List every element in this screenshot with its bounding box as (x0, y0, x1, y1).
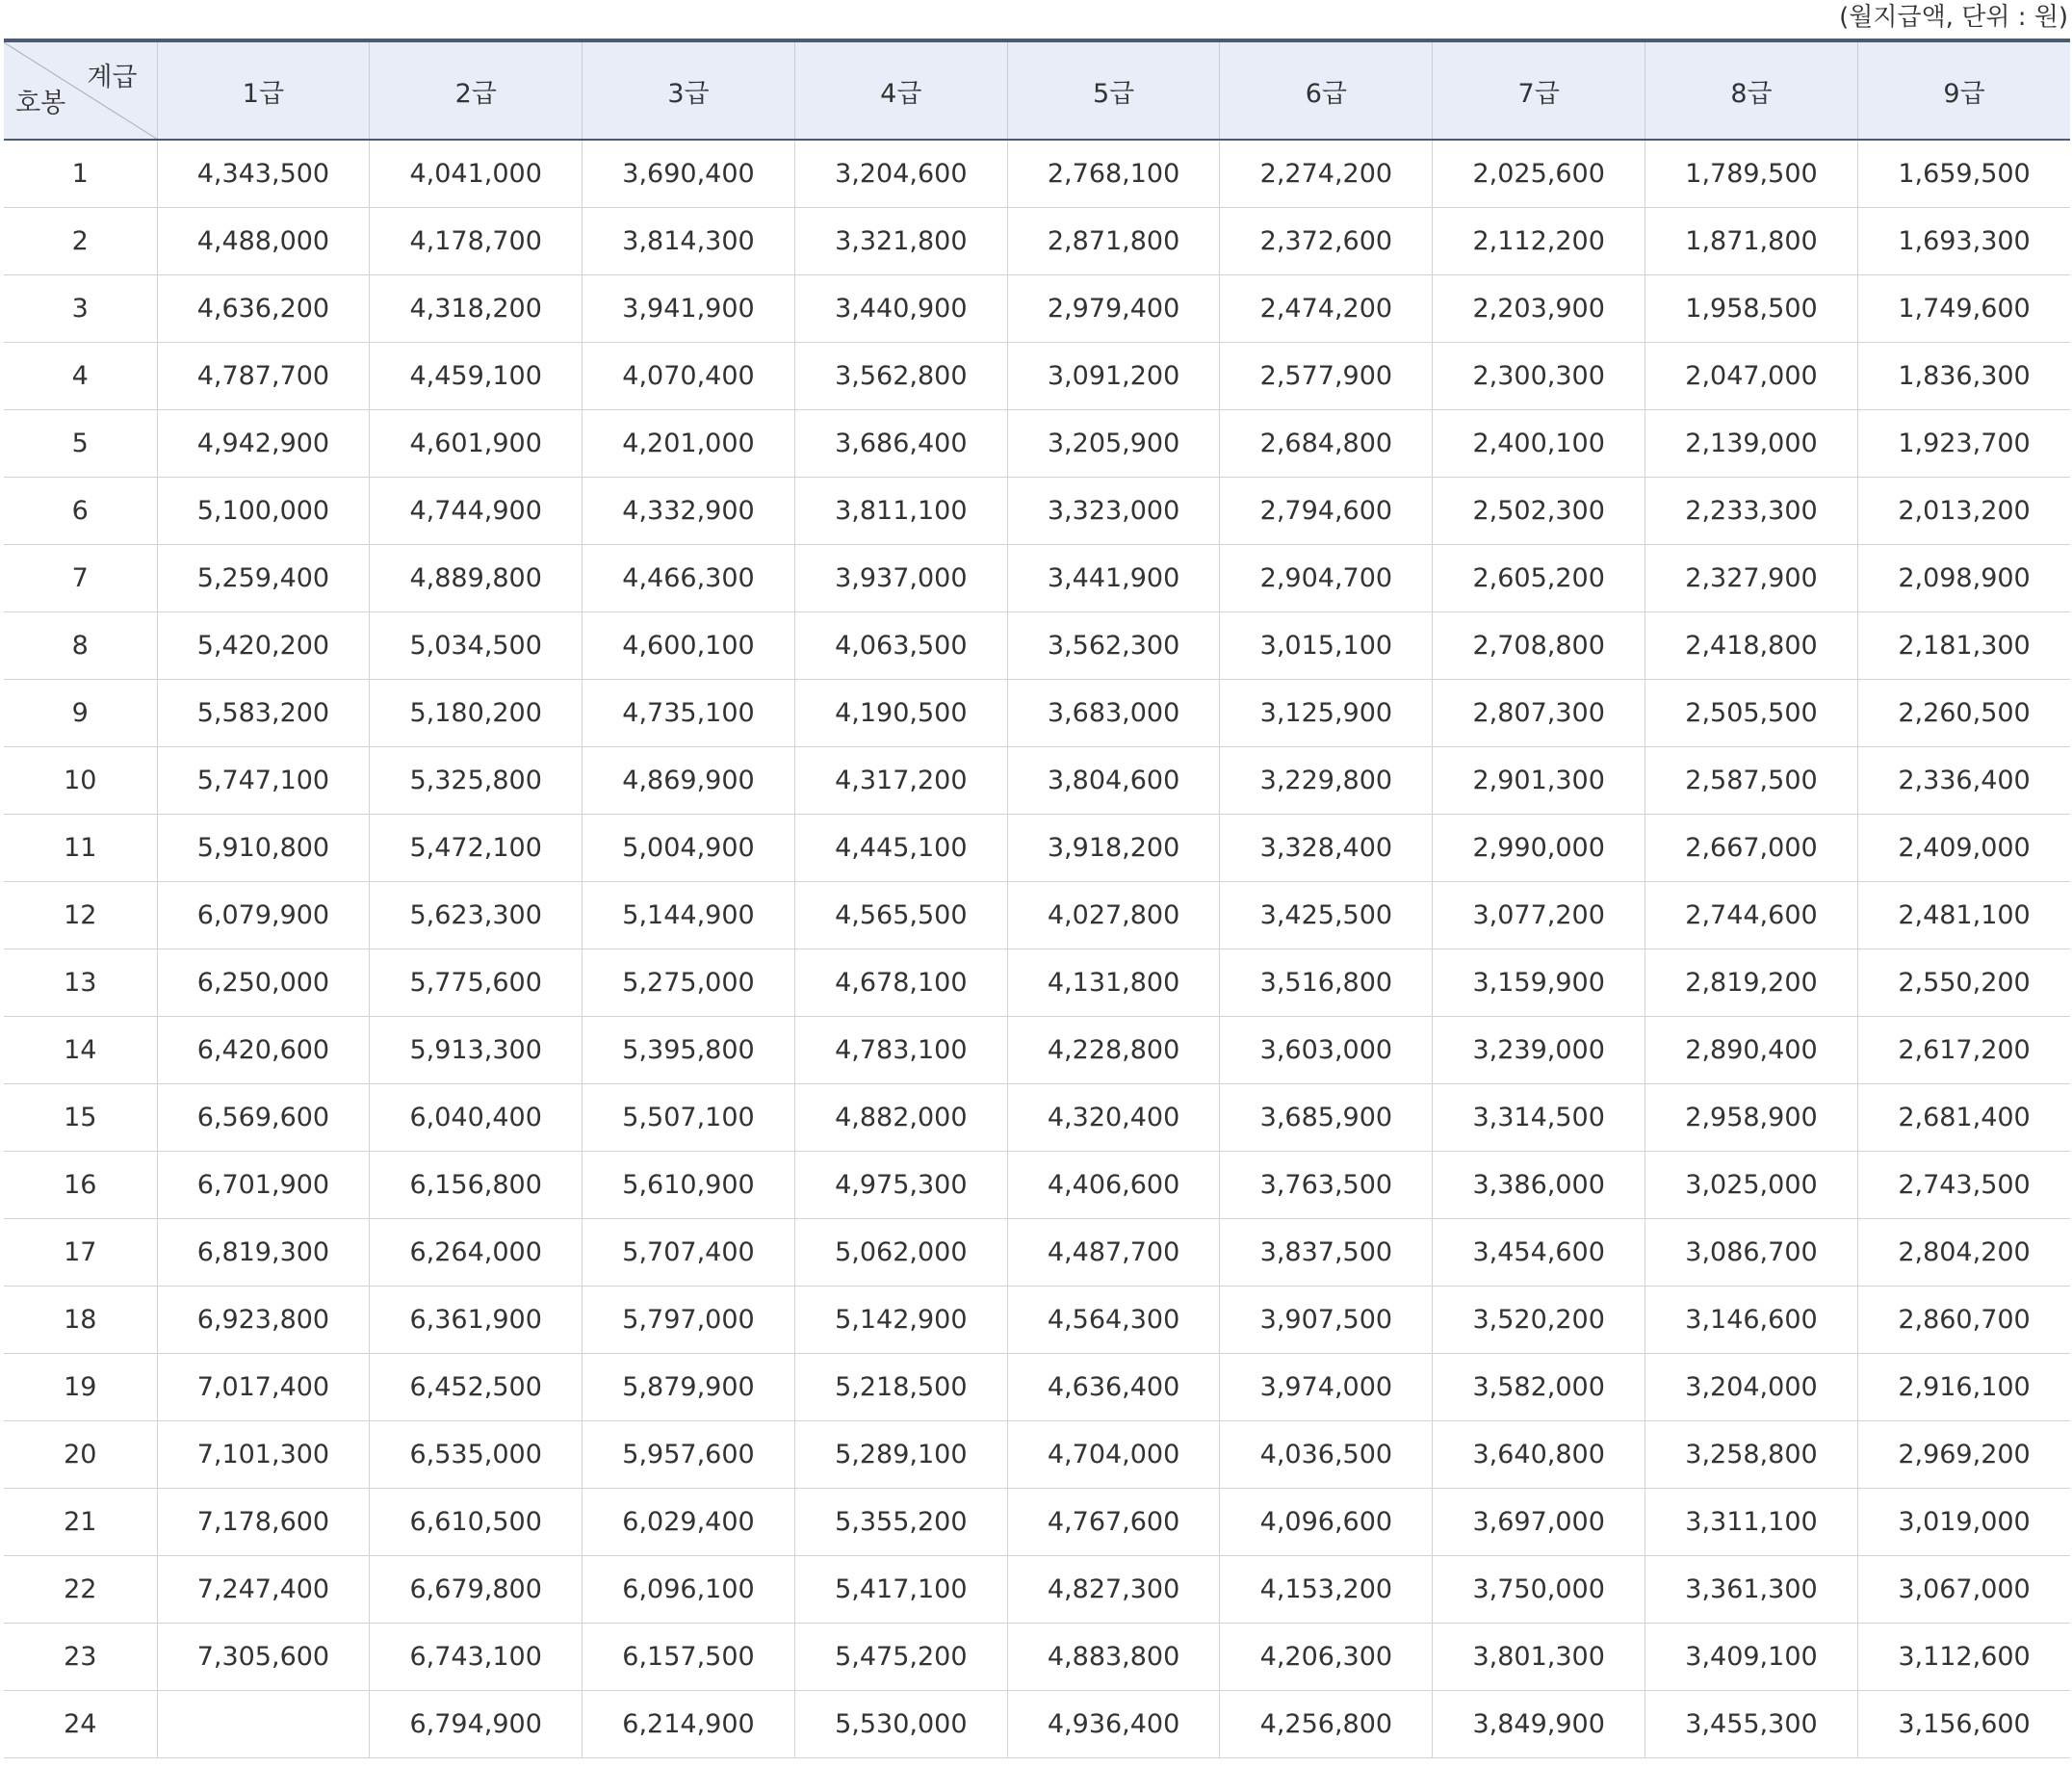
salary-cell: 6,096,100 (583, 1556, 795, 1624)
corner-grade-label: 계급 (87, 63, 138, 92)
salary-cell: 3,229,800 (1220, 747, 1433, 815)
salary-cell: 2,233,300 (1645, 478, 1858, 545)
salary-cell: 5,957,600 (583, 1421, 795, 1489)
salary-cell: 5,289,100 (794, 1421, 1007, 1489)
salary-cell: 2,505,500 (1645, 680, 1858, 747)
grade-header: 1급 (157, 40, 370, 140)
salary-cell: 5,275,000 (583, 949, 795, 1017)
salary-cell: 5,530,000 (794, 1691, 1007, 1758)
salary-cell: 4,565,500 (794, 882, 1007, 949)
salary-cell: 2,327,900 (1645, 545, 1858, 612)
salary-cell: 6,040,400 (370, 1084, 583, 1152)
salary-cell: 4,636,400 (1007, 1354, 1220, 1421)
salary-cell: 3,562,800 (794, 343, 1007, 410)
salary-cell: 4,827,300 (1007, 1556, 1220, 1624)
salary-cell: 2,400,100 (1433, 410, 1645, 478)
salary-cell: 5,355,200 (794, 1489, 1007, 1556)
step-cell: 16 (4, 1152, 157, 1219)
salary-cell: 3,077,200 (1433, 882, 1645, 949)
salary-cell: 5,325,800 (370, 747, 583, 815)
salary-cell: 5,707,400 (583, 1219, 795, 1287)
salary-cell: 4,636,200 (157, 275, 370, 343)
salary-cell: 5,218,500 (794, 1354, 1007, 1421)
salary-cell: 5,747,100 (157, 747, 370, 815)
table-row (4, 949, 2070, 1017)
salary-cell: 4,153,200 (1220, 1556, 1433, 1624)
salary-cell: 6,743,100 (370, 1624, 583, 1691)
salary-cell: 2,112,200 (1433, 208, 1645, 275)
salary-cell: 4,744,900 (370, 478, 583, 545)
salary-cell: 1,749,600 (1857, 275, 2070, 343)
table-row (4, 1287, 2070, 1354)
salary-cell: 7,247,400 (157, 1556, 370, 1624)
salary-cell: 3,067,000 (1857, 1556, 2070, 1624)
salary-cell: 6,214,900 (583, 1691, 795, 1758)
salary-cell: 2,274,200 (1220, 140, 1433, 208)
table-row (4, 1219, 2070, 1287)
salary-cell: 2,139,000 (1645, 410, 1858, 478)
salary-cell: 2,587,500 (1645, 747, 1858, 815)
salary-cell: 3,603,000 (1220, 1017, 1433, 1084)
salary-cell: 5,913,300 (370, 1017, 583, 1084)
salary-cell: 7,101,300 (157, 1421, 370, 1489)
salary-cell: 2,958,900 (1645, 1084, 1858, 1152)
salary-cell: 6,535,000 (370, 1421, 583, 1489)
salary-cell: 2,605,200 (1433, 545, 1645, 612)
salary-cell: 6,264,000 (370, 1219, 583, 1287)
table-row (4, 1421, 2070, 1489)
salary-cell: 4,027,800 (1007, 882, 1220, 949)
salary-cell: 2,502,300 (1433, 478, 1645, 545)
salary-cell: 2,708,800 (1433, 612, 1645, 680)
salary-cell: 2,681,400 (1857, 1084, 2070, 1152)
salary-cell: 2,804,200 (1857, 1219, 2070, 1287)
salary-cell: 2,916,100 (1857, 1354, 2070, 1421)
salary-cell: 4,070,400 (583, 343, 795, 410)
salary-cell: 4,041,000 (370, 140, 583, 208)
table-row (4, 1084, 2070, 1152)
table-row (4, 1556, 2070, 1624)
salary-cell: 5,100,000 (157, 478, 370, 545)
salary-cell: 3,974,000 (1220, 1354, 1433, 1421)
salary-cell: 4,063,500 (794, 612, 1007, 680)
salary-cell: 4,190,500 (794, 680, 1007, 747)
salary-cell: 3,311,100 (1645, 1489, 1858, 1556)
salary-cell: 3,323,000 (1007, 478, 1220, 545)
salary-cell: 3,520,200 (1433, 1287, 1645, 1354)
salary-cell: 5,180,200 (370, 680, 583, 747)
grade-header: 3급 (583, 40, 795, 140)
salary-cell: 6,610,500 (370, 1489, 583, 1556)
salary-cell: 4,783,100 (794, 1017, 1007, 1084)
salary-cell: 2,474,200 (1220, 275, 1433, 343)
salary-cell: 3,258,800 (1645, 1421, 1858, 1489)
grade-header: 7급 (1433, 40, 1645, 140)
salary-cell: 3,204,600 (794, 140, 1007, 208)
salary-cell: 5,004,900 (583, 815, 795, 882)
salary-cell: 2,418,800 (1645, 612, 1858, 680)
salary-cell: 2,550,200 (1857, 949, 2070, 1017)
salary-cell: 4,228,800 (1007, 1017, 1220, 1084)
salary-cell: 3,239,000 (1433, 1017, 1645, 1084)
salary-cell: 6,420,600 (157, 1017, 370, 1084)
salary-cell: 2,300,300 (1433, 343, 1645, 410)
salary-cell: 3,425,500 (1220, 882, 1433, 949)
salary-cell: 4,459,100 (370, 343, 583, 410)
step-cell: 18 (4, 1287, 157, 1354)
salary-cell: 4,883,800 (1007, 1624, 1220, 1691)
step-cell: 17 (4, 1219, 157, 1287)
salary-cell: 4,096,600 (1220, 1489, 1433, 1556)
salary-cell: 3,204,000 (1645, 1354, 1858, 1421)
grade-header: 2급 (370, 40, 583, 140)
salary-cell: 5,417,100 (794, 1556, 1007, 1624)
salary-cell: 5,062,000 (794, 1219, 1007, 1287)
salary-cell: 3,562,300 (1007, 612, 1220, 680)
salary-cell: 4,936,400 (1007, 1691, 1220, 1758)
salary-cell: 2,744,600 (1645, 882, 1858, 949)
salary-cell: 3,386,000 (1433, 1152, 1645, 1219)
salary-cell: 2,743,500 (1857, 1152, 2070, 1219)
salary-cell: 4,317,200 (794, 747, 1007, 815)
table-row (4, 1691, 2070, 1758)
salary-cell: 1,923,700 (1857, 410, 2070, 478)
salary-cell: 3,837,500 (1220, 1219, 1433, 1287)
salary-table (4, 39, 2070, 1758)
table-row (4, 275, 2070, 343)
salary-cell: 4,256,800 (1220, 1691, 1433, 1758)
salary-cell: 2,794,600 (1220, 478, 1433, 545)
salary-cell: 2,372,600 (1220, 208, 1433, 275)
step-cell: 12 (4, 882, 157, 949)
table-row (4, 343, 2070, 410)
salary-cell: 3,516,800 (1220, 949, 1433, 1017)
salary-cell: 3,361,300 (1645, 1556, 1858, 1624)
salary-cell: 3,814,300 (583, 208, 795, 275)
salary-cell: 3,937,000 (794, 545, 1007, 612)
salary-cell: 5,034,500 (370, 612, 583, 680)
salary-cell: 2,260,500 (1857, 680, 2070, 747)
salary-cell: 2,807,300 (1433, 680, 1645, 747)
salary-cell: 2,013,200 (1857, 478, 2070, 545)
salary-cell: 3,159,900 (1433, 949, 1645, 1017)
salary-cell: 3,811,100 (794, 478, 1007, 545)
salary-cell: 2,481,100 (1857, 882, 2070, 949)
salary-cell: 6,569,600 (157, 1084, 370, 1152)
salary-cell: 2,969,200 (1857, 1421, 2070, 1489)
salary-cell: 3,205,900 (1007, 410, 1220, 478)
salary-cell: 3,091,200 (1007, 343, 1220, 410)
salary-cell: 4,787,700 (157, 343, 370, 410)
table-row (4, 1624, 2070, 1691)
salary-cell: 4,704,000 (1007, 1421, 1220, 1489)
salary-cell: 2,860,700 (1857, 1287, 2070, 1354)
table-row (4, 208, 2070, 275)
grade-header: 4급 (794, 40, 1007, 140)
salary-cell: 5,259,400 (157, 545, 370, 612)
salary-cell: 1,836,300 (1857, 343, 2070, 410)
step-cell: 4 (4, 343, 157, 410)
salary-cell: 4,445,100 (794, 815, 1007, 882)
grade-header: 9급 (1857, 40, 2070, 140)
table-row (4, 1489, 2070, 1556)
salary-cell: 3,849,900 (1433, 1691, 1645, 1758)
salary-cell: 1,958,500 (1645, 275, 1858, 343)
salary-cell: 2,684,800 (1220, 410, 1433, 478)
salary-cell: 4,332,900 (583, 478, 795, 545)
salary-cell: 3,146,600 (1645, 1287, 1858, 1354)
salary-cell: 2,577,900 (1220, 343, 1433, 410)
unit-note: (월지급액, 단위 : 원) (1839, 3, 2068, 32)
salary-cell: 5,623,300 (370, 882, 583, 949)
salary-cell: 6,819,300 (157, 1219, 370, 1287)
salary-cell: 6,701,900 (157, 1152, 370, 1219)
salary-cell: 5,142,900 (794, 1287, 1007, 1354)
step-cell: 8 (4, 612, 157, 680)
salary-cell: 6,361,900 (370, 1287, 583, 1354)
step-cell: 14 (4, 1017, 157, 1084)
salary-cell: 2,409,000 (1857, 815, 2070, 882)
salary-cell: 3,640,800 (1433, 1421, 1645, 1489)
step-cell: 22 (4, 1556, 157, 1624)
salary-cell: 6,156,800 (370, 1152, 583, 1219)
salary-cell: 2,901,300 (1433, 747, 1645, 815)
salary-cell: 4,131,800 (1007, 949, 1220, 1017)
salary-cell: 5,144,900 (583, 882, 795, 949)
salary-cell: 7,178,600 (157, 1489, 370, 1556)
salary-cell: 6,452,500 (370, 1354, 583, 1421)
salary-cell: 5,610,900 (583, 1152, 795, 1219)
salary-cell: 3,686,400 (794, 410, 1007, 478)
salary-cell: 4,767,600 (1007, 1489, 1220, 1556)
salary-cell: 3,454,600 (1433, 1219, 1645, 1287)
salary-cell: 5,583,200 (157, 680, 370, 747)
table-row (4, 410, 2070, 478)
salary-cell: 3,321,800 (794, 208, 1007, 275)
salary-cell: 4,206,300 (1220, 1624, 1433, 1691)
step-cell: 10 (4, 747, 157, 815)
salary-cell: 4,178,700 (370, 208, 583, 275)
salary-cell: 3,019,000 (1857, 1489, 2070, 1556)
step-cell: 6 (4, 478, 157, 545)
salary-cell: 6,794,900 (370, 1691, 583, 1758)
step-cell: 9 (4, 680, 157, 747)
salary-cell: 4,601,900 (370, 410, 583, 478)
salary-cell: 2,203,900 (1433, 275, 1645, 343)
salary-cell: 2,336,400 (1857, 747, 2070, 815)
step-cell: 20 (4, 1421, 157, 1489)
salary-cell: 3,025,000 (1645, 1152, 1858, 1219)
salary-cell: 2,904,700 (1220, 545, 1433, 612)
salary-cell: 4,564,300 (1007, 1287, 1220, 1354)
salary-cell: 4,487,700 (1007, 1219, 1220, 1287)
salary-cell: 4,600,100 (583, 612, 795, 680)
salary-cell: 4,466,300 (583, 545, 795, 612)
step-cell: 11 (4, 815, 157, 882)
salary-cell: 4,488,000 (157, 208, 370, 275)
salary-cell: 2,098,900 (1857, 545, 2070, 612)
salary-cell: 4,975,300 (794, 1152, 1007, 1219)
table-row (4, 1152, 2070, 1219)
salary-cell: 1,693,300 (1857, 208, 2070, 275)
step-cell: 13 (4, 949, 157, 1017)
salary-cell: 2,768,100 (1007, 140, 1220, 208)
salary-cell: 4,882,000 (794, 1084, 1007, 1152)
salary-cell: 2,990,000 (1433, 815, 1645, 882)
salary-cell: 2,871,800 (1007, 208, 1220, 275)
salary-cell: 3,804,600 (1007, 747, 1220, 815)
salary-cell: 6,029,400 (583, 1489, 795, 1556)
salary-cell: 3,112,600 (1857, 1624, 2070, 1691)
corner-header-cell (4, 40, 157, 140)
salary-cell: 3,582,000 (1433, 1354, 1645, 1421)
salary-cell: 5,475,200 (794, 1624, 1007, 1691)
salary-cell: 6,923,800 (157, 1287, 370, 1354)
salary-cell: 3,125,900 (1220, 680, 1433, 747)
salary-cell: 3,086,700 (1645, 1219, 1858, 1287)
salary-cell: 2,617,200 (1857, 1017, 2070, 1084)
step-cell: 23 (4, 1624, 157, 1691)
salary-cell: 3,697,000 (1433, 1489, 1645, 1556)
table-row (4, 545, 2070, 612)
salary-cell: 3,750,000 (1433, 1556, 1645, 1624)
step-cell: 1 (4, 140, 157, 208)
salary-cell: 3,440,900 (794, 275, 1007, 343)
salary-cell: 4,889,800 (370, 545, 583, 612)
salary-cell: 4,869,900 (583, 747, 795, 815)
grade-header: 8급 (1645, 40, 1858, 140)
table-row (4, 815, 2070, 882)
table-body (4, 140, 2070, 1758)
salary-cell: 1,659,500 (1857, 140, 2070, 208)
table-row (4, 680, 2070, 747)
salary-cell: 2,979,400 (1007, 275, 1220, 343)
salary-cell (157, 1691, 370, 1758)
salary-cell: 5,420,200 (157, 612, 370, 680)
step-cell: 7 (4, 545, 157, 612)
table-row (4, 747, 2070, 815)
salary-cell: 4,735,100 (583, 680, 795, 747)
salary-cell: 5,507,100 (583, 1084, 795, 1152)
table-row (4, 882, 2070, 949)
salary-cell: 4,201,000 (583, 410, 795, 478)
salary-cell: 4,343,500 (157, 140, 370, 208)
table-row (4, 478, 2070, 545)
salary-cell: 2,819,200 (1645, 949, 1858, 1017)
salary-cell: 7,305,600 (157, 1624, 370, 1691)
grade-header: 6급 (1220, 40, 1433, 140)
salary-cell: 2,181,300 (1857, 612, 2070, 680)
salary-cell: 6,157,500 (583, 1624, 795, 1691)
salary-cell: 3,015,100 (1220, 612, 1433, 680)
table-row (4, 140, 2070, 208)
table-row (4, 612, 2070, 680)
salary-cell: 6,079,900 (157, 882, 370, 949)
salary-cell: 2,667,000 (1645, 815, 1858, 882)
salary-cell: 4,678,100 (794, 949, 1007, 1017)
salary-cell: 5,472,100 (370, 815, 583, 882)
salary-cell: 3,907,500 (1220, 1287, 1433, 1354)
table-header-row (4, 40, 2070, 140)
salary-cell: 2,025,600 (1433, 140, 1645, 208)
salary-cell: 3,455,300 (1645, 1691, 1858, 1758)
salary-cell: 7,017,400 (157, 1354, 370, 1421)
step-cell: 2 (4, 208, 157, 275)
salary-cell: 5,910,800 (157, 815, 370, 882)
step-cell: 21 (4, 1489, 157, 1556)
salary-cell: 1,871,800 (1645, 208, 1858, 275)
salary-cell: 6,250,000 (157, 949, 370, 1017)
salary-cell: 3,314,500 (1433, 1084, 1645, 1152)
salary-cell: 4,406,600 (1007, 1152, 1220, 1219)
step-cell: 24 (4, 1691, 157, 1758)
salary-cell: 3,328,400 (1220, 815, 1433, 882)
salary-cell: 4,036,500 (1220, 1421, 1433, 1489)
salary-cell: 3,918,200 (1007, 815, 1220, 882)
salary-cell: 3,941,900 (583, 275, 795, 343)
salary-cell: 5,879,900 (583, 1354, 795, 1421)
table-row (4, 1017, 2070, 1084)
step-cell: 5 (4, 410, 157, 478)
corner-step-label: 호봉 (15, 89, 66, 118)
salary-cell: 5,395,800 (583, 1017, 795, 1084)
salary-cell: 3,685,900 (1220, 1084, 1433, 1152)
salary-cell: 5,775,600 (370, 949, 583, 1017)
salary-cell: 3,763,500 (1220, 1152, 1433, 1219)
step-cell: 15 (4, 1084, 157, 1152)
salary-cell: 1,789,500 (1645, 140, 1858, 208)
salary-cell: 2,890,400 (1645, 1017, 1858, 1084)
table-row (4, 1354, 2070, 1421)
salary-cell: 5,797,000 (583, 1287, 795, 1354)
salary-cell: 4,942,900 (157, 410, 370, 478)
salary-cell: 3,801,300 (1433, 1624, 1645, 1691)
salary-cell: 3,441,900 (1007, 545, 1220, 612)
salary-cell: 2,047,000 (1645, 343, 1858, 410)
salary-cell: 4,320,400 (1007, 1084, 1220, 1152)
salary-cell: 3,690,400 (583, 140, 795, 208)
salary-cell: 6,679,800 (370, 1556, 583, 1624)
salary-cell: 3,683,000 (1007, 680, 1220, 747)
grade-header: 5급 (1007, 40, 1220, 140)
step-cell: 3 (4, 275, 157, 343)
salary-cell: 4,318,200 (370, 275, 583, 343)
salary-cell: 3,156,600 (1857, 1691, 2070, 1758)
step-cell: 19 (4, 1354, 157, 1421)
salary-cell: 3,409,100 (1645, 1624, 1858, 1691)
